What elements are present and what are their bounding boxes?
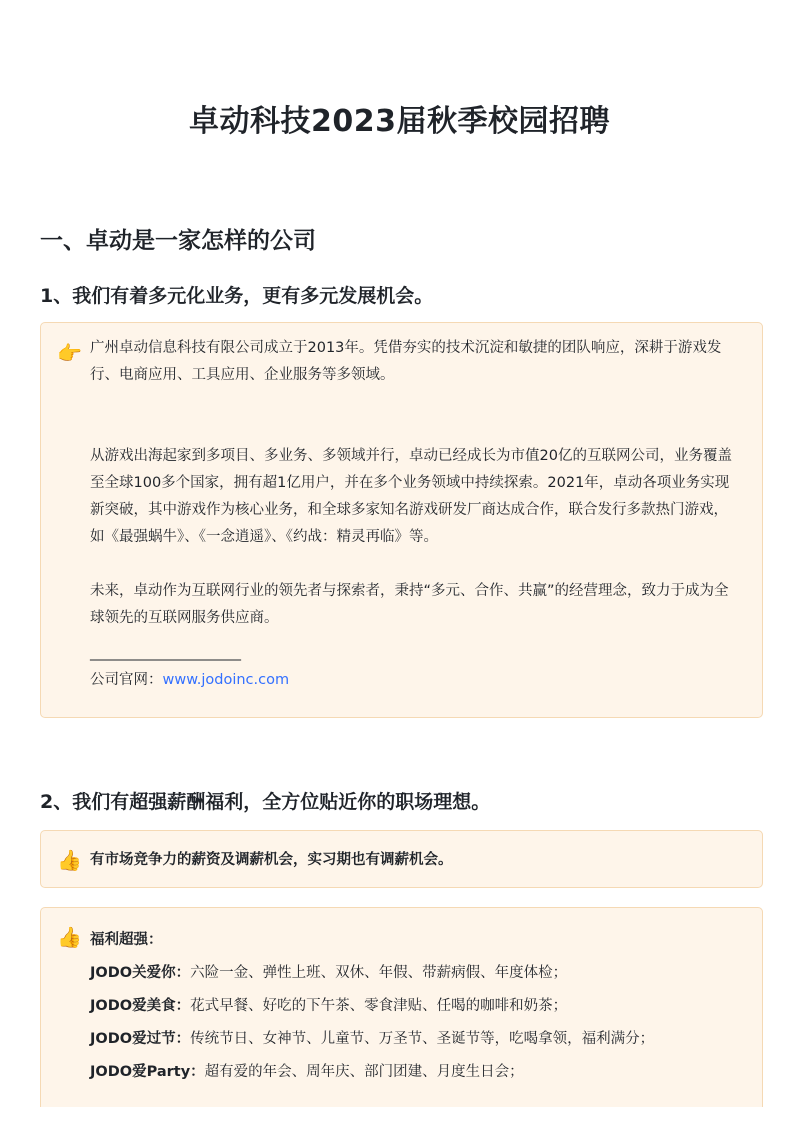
callout-benefits (40, 907, 763, 1107)
callout-company-intro (40, 322, 763, 718)
benefits-title: 福利超强： (90, 932, 163, 948)
website-label: 公司官网： (90, 672, 163, 688)
subsection-heading-benefits: 2、我们有超强薪酬福利，全方位贴近你的职场理想。 (40, 791, 491, 813)
pointing-hand-icon: 👉 (57, 341, 82, 365)
website-link[interactable]: www.jodoinc.com (162, 672, 290, 688)
benefit-item: JODO爱美食：花式早餐、好吃的下午茶、零食津贴、任喝的咖啡和奶茶； (90, 998, 568, 1014)
intro-paragraph: 广州卓动信息科技有限公司成立于2013年。凭借夯实的技术沉淀和敏捷的团队响应，深耕于游戏发行、电商应用、工具应用、企业服务等多领域。 (90, 340, 722, 383)
text-divider: ________________________ (90, 645, 240, 661)
thumbs-up-icon: 👍 (57, 848, 82, 872)
callout-salary (40, 830, 763, 888)
subsection-heading-business: 1、我们有着多元化业务，更有多元发展机会。 (40, 285, 434, 307)
benefit-item: JODO关爱你：六险一金、弹性上班、双休、年假、带薪病假、年度体检； (90, 965, 568, 981)
section-heading-company: 一、卓动是一家怎样的公司 (40, 228, 316, 254)
future-paragraph: 未来，卓动作为互联网行业的领先者与探索者，秉持“多元、合作、共赢”的经营理念，致力于成为全球领先的互联网服务供应商。 (90, 583, 729, 626)
benefit-item: JODO爱Party：超有爱的年会、周年庆、部门团建、月度生日会； (90, 1064, 524, 1080)
document-title: 卓动科技2023届秋季校园招聘 (189, 104, 610, 139)
salary-text: 有市场竞争力的薪资及调薪机会，实习期也有调薪机会。 (90, 852, 453, 868)
benefits-body (90, 924, 742, 1089)
thumbs-up-icon: 👍 (57, 925, 82, 949)
callout-body (90, 335, 742, 694)
benefit-item: JODO爱过节：传统节日、女神节、儿童节、万圣节、圣诞节等，吃喝拿领，福利满分； (90, 1031, 655, 1047)
history-paragraph: 从游戏出海起家到多项目、多业务、多领域并行，卓动已经成长为市值20亿的互联网公司，业务覆盖至全球100多个国家，拥有超1亿用户，并在多个业务领域中持续探索。2021年，卓动各项业务实现新突破，其中游戏作为核心业务，和全球多家知名游戏研发厂商达成合作，联合发行多款热门游戏，如《最强蜗牛》、《一念逍遥》、《约战：精灵再临》等。 (90, 448, 732, 545)
website-line (90, 667, 742, 694)
